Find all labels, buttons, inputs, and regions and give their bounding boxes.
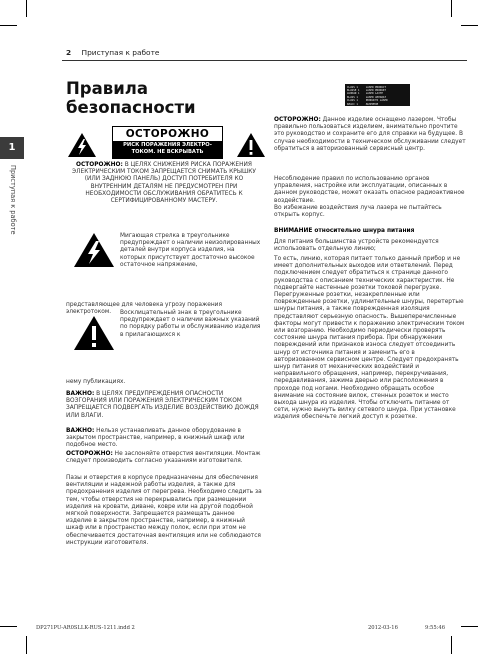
power-cord-heading-text: ВНИМАНИЕ относительно шнура питания bbox=[274, 228, 415, 234]
chapter-side-text: Приступая к работе bbox=[9, 165, 17, 235]
caution-label-line-1: РИСК ПОРАЖЕНИЯ ЭЛЕКТРО- bbox=[123, 142, 212, 148]
warning-paragraph bbox=[66, 391, 262, 420]
ventilation-caution-text: Не заслоняйте отверстия вентиляции. Монтаж следует производить согласно указаниям изготовителя. bbox=[66, 451, 261, 465]
laser-paragraph-3: Во избежание воздействия луча лазера не пытайтесь открыть корпус. bbox=[274, 205, 442, 219]
laser-class-label-text: CLASS 1 LASER PRODUCT KLASSE 1 LASER PRODUKT LUOKAN 1 LASER LAITE KLASS 1 LASER APPARAT CLASS 1 PRODUCTO LÁSER КЛАСС 1 ЛАЗЕРНОЕ bbox=[347, 85, 388, 106]
important-lead: ВАЖНО: bbox=[66, 428, 95, 434]
power-cord-heading bbox=[274, 228, 466, 235]
exclamation-triangle-icon bbox=[73, 315, 115, 351]
title-line-1: Правила bbox=[66, 79, 148, 98]
crop-mark bbox=[461, 626, 478, 627]
lightning-triangle-icon bbox=[73, 232, 115, 268]
laser-text: Данное изделие оснащено лазером. Чтобы правильно пользоваться изделием, внимательно прочтите это руководство и сохраните его для справки на будущее. В случае необходимости в техническом обслуживании следует обратиться в авторизованный сервисный центр. bbox=[274, 117, 466, 152]
important-text: Нельзя устанавливать данное оборудование в закрытом пространстве, например, в книжный шкаф или подобное место. bbox=[66, 428, 245, 449]
laser-paragraph bbox=[274, 117, 466, 153]
page-header bbox=[66, 48, 159, 57]
power-cord-paragraph-2: То есть, линию, которая питает только данный прибор и не имеет дополнительных выходов или ответвлений. Перед подключением следует обратиться к странице данного руководства с описанием технических характеристик. Не подвергайте настенные розетки токовой перегрузке. Перегруженные розетки, незакрепленные или поврежденные розетки, удлинительные шнуры, перетертые шнуры питания, а также поврежденная изоляция представляют серьезную опасность. Вышеперечисленные факторы могут привести к поражению электрическим током или возгоранию. Необходимо периодически проверять состояние шнура питания прибора. При обнаружении повреждений или признаков износа следует отсоединить шнур от источника питания и заменить его в авторизованном сервисном центре. Следует предохранять шнур питания от механических воздействий и неправильного обращения, например, перекручивания, передавливания, зажима дверью или расположения в проходе под ногами. Необходимо обращать особое внимание на состояние вилок, стенных розеток и место выхода шнура из изделия. Чтобы отключить питание от сети, нужно вынуть вилку сетевого шнура. При установке изделия обеспечьте легкий доступ к розетке. bbox=[274, 256, 465, 421]
warning-lead: ВАЖНО: bbox=[66, 391, 95, 397]
header-divider bbox=[62, 60, 467, 61]
caution-paragraph bbox=[66, 162, 262, 205]
ventilation-paragraph: Пазы и отверстия в корпусе предназначены для обеспечения вентиляции и надежной работы изделия, а также для предохранения изделия от перегрева. Необходимо следить за тем, чтобы отверстия не перекрывались при размещении изделия на кровати, диване, ковре или на другой подобной мягкой поверхности. Запрещается размещать данное изделие в закрытом пространстве, например, в книжный шкаф или в пространство между полок, если при этом не обеспечивается достаточная вентиляция или не соблюдаются инструкции изготовителя. bbox=[66, 475, 262, 546]
caution-lead: ОСТОРОЖНО: bbox=[76, 162, 123, 168]
lightning-warning-icon bbox=[67, 132, 97, 158]
caution-label-title: ОСТОРОЖНО bbox=[125, 128, 210, 140]
page-title bbox=[66, 80, 196, 117]
crop-mark bbox=[461, 25, 478, 26]
crop-mark bbox=[0, 626, 17, 627]
lightning-description-cont: представляющее для человека угрозу поражения электротоком. bbox=[66, 302, 222, 316]
section-title: Приступая к работе bbox=[81, 48, 160, 57]
laser-class-label bbox=[345, 84, 410, 106]
caution-label-bar bbox=[113, 141, 222, 158]
warning-text: В ЦЕЛЯХ ПРЕДУПРЕЖДЕНИЯ ОПАСНОСТИ ВОЗГОРАНИЯ ИЛИ ПОРАЖЕНИЯ ЭЛЕКТРИЧЕСКИМ ТОКОМ ЗАПРЕЩАЕТСЯ ПОДВЕРГАТЬ ИЗДЕЛИЕ ВОЗДЕЙСТВИЮ ДОЖДЯ ИЛИ ВЛАГИ. bbox=[66, 391, 259, 419]
caution-label-line-2: ТОКОМ. НЕ ВСКРЫВАТЬ bbox=[131, 148, 204, 155]
title-line-2: безопасности bbox=[66, 97, 196, 117]
footer-time: 9:55:46 bbox=[425, 625, 445, 631]
laser-paragraph-2: Несоблюдение правил по использованию органов управления, настройке или эксплуатации, описанных в данном руководстве, может оказать опасное радиоактивное воздействие. bbox=[274, 176, 465, 204]
crop-mark bbox=[451, 636, 452, 654]
exclamation-description: Восклицательный знак в треугольнике предупреждает о наличии важных указаний по порядку работы и обслуживанию изделия в прилагающихся к bbox=[120, 310, 261, 338]
crop-mark bbox=[451, 0, 452, 17]
lightning-description: Мигающая стрелка в треугольнике предупреждает о наличии неизолированных деталей внутри корпуса изделия, на которых присутствует достаточно высокое остаточное напряжение, bbox=[120, 233, 261, 268]
important-paragraph bbox=[66, 428, 262, 450]
ventilation-caution-paragraph bbox=[66, 451, 262, 465]
chapter-side-label bbox=[6, 165, 18, 275]
exclamation-description-cont: нему публикациях. bbox=[66, 379, 126, 385]
ventilation-caution-lead: ОСТОРОЖНО: bbox=[66, 451, 113, 457]
laser-lead: ОСТОРОЖНО: bbox=[274, 117, 321, 123]
power-cord-paragraph-1: Для питания большинства устройств рекомендуется использовать отдельную линию; bbox=[274, 239, 439, 253]
page-number: 2 bbox=[66, 48, 72, 57]
footer-file-name: DP271PU-AR0SLLK-RUS-1211.indd 2 bbox=[36, 625, 135, 631]
crop-mark bbox=[0, 25, 17, 26]
caution-label bbox=[112, 126, 223, 159]
crop-mark bbox=[26, 0, 27, 17]
footer-date: 2012-03-16 bbox=[368, 625, 398, 631]
crop-mark bbox=[26, 636, 27, 654]
caution-text: В ЦЕЛЯХ СНИЖЕНИЯ РИСКА ПОРАЖЕНИЯ ЭЛЕКТРИЧЕСКИМ ТОКОМ ЗАПРЕЩАЕТСЯ СНИМАТЬ КРЫШКУ (ИЛИ ЗАДНЮЮ ПАНЕЛЬ) ДОСТУП ПОТРЕБИТЕЛЯ КО ВНУТРЕННИМ ДЕТАЛЯМ НЕ ПРЕДУСМОТРЕН ПРИ НЕОБХОДИМОСТИ ОБСЛУЖИВАНИЯ ОБРАТИТЕСЬ К СЕРТИФИЦИРОВАННОМУ МАСТЕРУ. bbox=[72, 162, 256, 205]
chapter-tab: 1 bbox=[0, 137, 24, 159]
exclamation-warning-icon bbox=[236, 132, 266, 158]
